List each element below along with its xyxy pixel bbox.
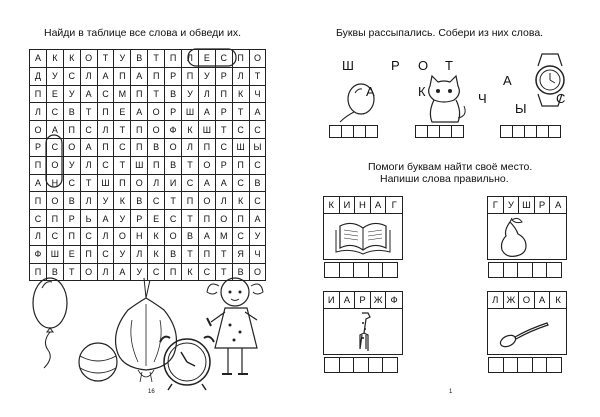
letter-cell: Н [355, 197, 371, 213]
grid-cell[interactable]: В [182, 227, 199, 245]
grid-cell[interactable]: У [182, 85, 199, 103]
grid-cell[interactable]: П [148, 156, 165, 174]
grid-cell[interactable]: П [198, 245, 215, 263]
grid-cell[interactable]: М [114, 85, 131, 103]
grid-cell[interactable]: О [46, 192, 63, 210]
grid-cell[interactable]: С [97, 85, 114, 103]
grid-cell[interactable]: О [63, 138, 80, 156]
letter-cell: А [371, 197, 387, 213]
grid-cell[interactable]: Л [182, 50, 199, 68]
grid-cell[interactable]: У [131, 263, 148, 281]
grid-cell[interactable]: О [198, 192, 215, 210]
answer-boxes-card-1[interactable] [325, 262, 398, 278]
grid-cell[interactable]: А [215, 174, 232, 192]
grid-cell[interactable]: С [80, 227, 97, 245]
letter: С [556, 91, 566, 106]
grid-cell[interactable]: В [165, 245, 182, 263]
grid-cell[interactable]: Р [215, 103, 232, 121]
word-card-1 [323, 196, 403, 260]
answer-boxes-card-3[interactable] [325, 357, 398, 373]
grid-cell[interactable]: Т [148, 50, 165, 68]
grid-cell[interactable]: У [114, 210, 131, 228]
grid-cell[interactable]: К [148, 245, 165, 263]
grid-cell[interactable]: С [114, 138, 131, 156]
grid-cell[interactable]: В [63, 192, 80, 210]
word-card-2 [487, 196, 567, 260]
grid-cell[interactable]: А [97, 67, 114, 85]
grid-cell[interactable]: А [114, 263, 131, 281]
letter-cell: К [555, 294, 561, 306]
grid-cell[interactable]: К [63, 50, 80, 68]
grid-cell[interactable]: И [165, 174, 182, 192]
grid-cell[interactable]: О [80, 263, 97, 281]
giraffe-icon [324, 309, 402, 355]
grid-cell[interactable]: А [249, 210, 266, 228]
letter-cell: А [340, 292, 356, 308]
grid-cell[interactable]: У [97, 192, 114, 210]
grid-cell[interactable]: Е [46, 85, 63, 103]
grid-cell[interactable]: Ы [249, 138, 266, 156]
grid-cell[interactable]: К [182, 121, 199, 139]
grid-cell[interactable]: С [30, 210, 47, 228]
grid-cell[interactable]: О [215, 210, 232, 228]
grid-cell[interactable]: Т [215, 263, 232, 281]
grid-cell[interactable]: В [165, 85, 182, 103]
grid-cell[interactable]: П [30, 263, 47, 281]
grid-cell[interactable]: Т [80, 174, 97, 192]
grid-cell[interactable]: О [30, 121, 47, 139]
grid-cell[interactable]: А [198, 227, 215, 245]
letter: Ы [515, 101, 527, 116]
grid-cell[interactable]: Ш [182, 103, 199, 121]
grid-cell[interactable]: П [182, 67, 199, 85]
letter-cell: Ж [371, 292, 387, 308]
grid-cell[interactable]: Л [182, 138, 199, 156]
grid-cell[interactable]: Т [182, 245, 199, 263]
grid-cell[interactable]: В [63, 103, 80, 121]
grid-cell[interactable]: С [232, 121, 249, 139]
grid-cell[interactable]: О [148, 103, 165, 121]
grid-cell[interactable]: П [97, 138, 114, 156]
grid-cell[interactable]: В [131, 192, 148, 210]
balloon-icon [340, 84, 374, 122]
grid-cell[interactable]: Ф [165, 121, 182, 139]
grid-cell[interactable]: Л [232, 67, 249, 85]
grid-cell[interactable]: Л [30, 103, 47, 121]
grid-cell[interactable]: П [131, 85, 148, 103]
grid-cell[interactable]: Р [30, 138, 47, 156]
grid-cell[interactable]: Р [215, 67, 232, 85]
letter: Ч [478, 91, 487, 106]
right-page-number: 1 [449, 389, 453, 395]
grid-cell[interactable]: Е [198, 50, 215, 68]
grid-cell[interactable]: О [46, 156, 63, 174]
grid-cell[interactable]: Т [215, 245, 232, 263]
letter: А [503, 73, 512, 88]
grid-cell[interactable]: Л [80, 67, 97, 85]
grid-cell[interactable]: В [232, 263, 249, 281]
grid-cell[interactable]: Т [114, 121, 131, 139]
grid-cell[interactable]: Л [80, 156, 97, 174]
pear-icon [488, 214, 566, 260]
letter-cell: Ф [390, 294, 398, 306]
grid-cell[interactable]: Н [131, 227, 148, 245]
grid-cell[interactable]: Т [165, 192, 182, 210]
grid-cell[interactable]: У [63, 85, 80, 103]
grid-cell[interactable]: Т [114, 156, 131, 174]
word-card-3 [323, 291, 403, 355]
grid-cell[interactable]: П [63, 121, 80, 139]
grid-cell[interactable]: Ш [46, 245, 63, 263]
grid-cell[interactable]: Л [97, 227, 114, 245]
grid-cell[interactable]: Ш [232, 138, 249, 156]
grid-cell[interactable]: П [114, 174, 131, 192]
grid-cell[interactable]: О [198, 156, 215, 174]
grid-cell[interactable]: П [97, 103, 114, 121]
grid-cell[interactable]: Р [131, 210, 148, 228]
grid-cell[interactable]: А [80, 138, 97, 156]
cat-icon [429, 76, 465, 122]
grid-cell[interactable]: П [232, 210, 249, 228]
letter-cell: Л [488, 292, 504, 308]
scrambled-letters [324, 292, 402, 309]
grid-cell[interactable]: Т [182, 210, 199, 228]
grid-cell[interactable]: А [30, 174, 47, 192]
grid-cell[interactable]: П [30, 85, 47, 103]
letter: Т [445, 58, 453, 73]
grid-cell[interactable]: Н [46, 174, 63, 192]
grid-cell[interactable]: Л [148, 174, 165, 192]
letter-cell: У [504, 197, 520, 213]
grid-cell[interactable]: Т [148, 85, 165, 103]
grid-cell[interactable]: В [148, 138, 165, 156]
letter: Ш [342, 58, 354, 73]
grid-cell[interactable]: П [63, 227, 80, 245]
grid-cell[interactable]: С [63, 67, 80, 85]
grid-cell[interactable]: С [215, 138, 232, 156]
letter-cell: И [324, 292, 340, 308]
grid-cell[interactable]: К [182, 263, 199, 281]
grid-cell[interactable]: Е [63, 245, 80, 263]
letter: А [366, 84, 375, 99]
grid-cell[interactable]: О [249, 50, 266, 68]
right-instruction-2a: Помоги буквам найти своё место. [368, 161, 533, 173]
grid-cell[interactable]: П [165, 50, 182, 68]
answer-boxes-3[interactable] [501, 125, 561, 138]
grid-cell[interactable]: Т [215, 121, 232, 139]
grid-cell[interactable]: В [46, 263, 63, 281]
grid-cell[interactable]: А [80, 85, 97, 103]
right-instruction-2b: Напиши слова правильно. [380, 173, 509, 185]
grid-cell[interactable]: Л [198, 85, 215, 103]
grid-cell[interactable]: Р [165, 103, 182, 121]
grid-cell[interactable]: О [114, 227, 131, 245]
grid-cell[interactable]: С [232, 227, 249, 245]
grid-cell[interactable]: П [148, 67, 165, 85]
grid-cell[interactable]: Е [148, 210, 165, 228]
grid-cell[interactable]: С [232, 174, 249, 192]
grid-cell[interactable]: С [46, 227, 63, 245]
grid-cell[interactable]: Р [215, 156, 232, 174]
grid-cell[interactable]: П [198, 138, 215, 156]
grid-cell[interactable]: С [46, 138, 63, 156]
grid-cell[interactable]: Т [80, 103, 97, 121]
grid-cell[interactable]: П [215, 85, 232, 103]
grid-cell[interactable]: В [249, 174, 266, 192]
grid-cell[interactable]: С [165, 210, 182, 228]
grid-cell[interactable]: Т [249, 67, 266, 85]
grid-cell[interactable]: С [97, 245, 114, 263]
grid-cell[interactable]: Р [165, 67, 182, 85]
left-page-number: 16 [148, 389, 155, 395]
grid-cell[interactable]: О [165, 227, 182, 245]
scrambled-letters [488, 197, 566, 214]
letter-cell: Ш [519, 197, 535, 213]
grid-cell[interactable]: А [198, 103, 215, 121]
grid-cell[interactable]: У [249, 227, 266, 245]
letter-cell: Р [535, 197, 551, 213]
grid-cell[interactable]: О [249, 263, 266, 281]
grid-cell[interactable]: У [63, 156, 80, 174]
grid-cell[interactable]: С [182, 174, 199, 192]
grid-cell[interactable]: У [198, 67, 215, 85]
spoon-icon [488, 309, 566, 355]
grid-cell[interactable]: П [131, 121, 148, 139]
grid-cell[interactable]: С [80, 121, 97, 139]
grid-cell[interactable]: П [198, 210, 215, 228]
grid-cell[interactable]: С [97, 156, 114, 174]
grid-cell[interactable]: О [165, 138, 182, 156]
letter: К [418, 84, 426, 99]
grid-cell[interactable]: Ч [249, 85, 266, 103]
grid-cell[interactable]: Л [97, 263, 114, 281]
grid-cell[interactable]: С [215, 50, 232, 68]
grid-cell[interactable]: С [249, 121, 266, 139]
grid-cell[interactable]: Л [80, 192, 97, 210]
answer-boxes-1[interactable] [330, 125, 378, 138]
grid-cell[interactable]: Т [182, 156, 199, 174]
grid-cell[interactable]: Ш [97, 174, 114, 192]
grid-cell[interactable]: Ь [80, 210, 97, 228]
grid-cell[interactable]: О [148, 121, 165, 139]
grid-cell[interactable]: Е [114, 103, 131, 121]
grid-cell[interactable]: С [249, 192, 266, 210]
grid-cell[interactable]: Т [63, 263, 80, 281]
answer-boxes-2[interactable] [416, 125, 464, 138]
grid-cell[interactable]: М [215, 227, 232, 245]
grid-cell[interactable]: В [165, 156, 182, 174]
grid-cell[interactable]: А [249, 103, 266, 121]
grid-cell[interactable]: П [46, 210, 63, 228]
grid-cell[interactable]: Т [232, 103, 249, 121]
grid-cell[interactable]: Я [232, 245, 249, 263]
grid-cell[interactable]: С [46, 103, 63, 121]
answer-boxes-card-4[interactable] [489, 357, 562, 373]
word-card-4 [487, 291, 567, 355]
scrambled-letters [324, 197, 402, 214]
grid-cell[interactable]: П [30, 156, 47, 174]
grid-cell[interactable]: А [131, 103, 148, 121]
grid-cell[interactable]: С [198, 263, 215, 281]
grid-cell[interactable]: К [148, 227, 165, 245]
left-instruction: Найди в таблице все слова и обведи их. [44, 27, 242, 39]
grid-cell[interactable]: У [114, 50, 131, 68]
grid-cell[interactable]: П [114, 67, 131, 85]
grid-cell[interactable]: Р [63, 210, 80, 228]
grid-cell[interactable]: К [114, 192, 131, 210]
right-instruction-1: Буквы рассыпались. Собери из них слова. [336, 27, 544, 39]
grid-cell[interactable]: А [131, 67, 148, 85]
grid-cell[interactable]: К [46, 50, 63, 68]
grid-cell[interactable]: Ш [131, 156, 148, 174]
grid-cell[interactable]: Л [215, 192, 232, 210]
grid-cell[interactable]: Ч [249, 245, 266, 263]
grid-cell[interactable]: О [131, 174, 148, 192]
grid-cell[interactable]: К [232, 85, 249, 103]
grid-cell[interactable]: У [114, 245, 131, 263]
book-icon [324, 214, 402, 260]
grid-cell[interactable]: П [232, 156, 249, 174]
grid-cell[interactable]: П [80, 245, 97, 263]
letter-cell: О [519, 292, 535, 308]
grid-cell[interactable]: П [182, 192, 199, 210]
letter-cell: А [535, 292, 551, 308]
grid-cell[interactable]: А [198, 174, 215, 192]
grid-cell[interactable]: С [249, 156, 266, 174]
grid-cell[interactable]: С [63, 174, 80, 192]
grid-cell[interactable]: Т [97, 50, 114, 68]
letter-cell: А [555, 199, 562, 211]
grid-cell[interactable]: О [80, 50, 97, 68]
grid-cell[interactable]: У [46, 67, 63, 85]
grid-cell[interactable]: Д [30, 67, 47, 85]
grid-cell[interactable]: П [165, 263, 182, 281]
letter-cell: Р [355, 292, 371, 308]
grid-cell[interactable]: Л [97, 121, 114, 139]
grid-cell[interactable]: Ш [198, 121, 215, 139]
letter: Р [391, 58, 400, 73]
grid-cell[interactable]: В [131, 50, 148, 68]
scrambled-letters [488, 292, 566, 309]
answer-boxes-card-2[interactable] [489, 262, 562, 278]
grid-cell[interactable]: К [232, 192, 249, 210]
letter-cell: И [340, 197, 356, 213]
grid-cell[interactable]: А [97, 210, 114, 228]
grid-cell[interactable]: С [148, 263, 165, 281]
grid-cell[interactable]: С [148, 192, 165, 210]
letter-cell: Г [391, 199, 397, 211]
grid-cell[interactable]: П [131, 138, 148, 156]
letter-cell: Г [488, 197, 504, 213]
grid-cell[interactable]: П [232, 50, 249, 68]
grid-cell[interactable]: Л [30, 227, 47, 245]
grid-cell[interactable]: Ф [30, 245, 47, 263]
letter: О [418, 58, 429, 73]
wristwatch-icon [536, 54, 564, 106]
grid-cell[interactable]: А [30, 50, 47, 68]
grid-cell[interactable]: П [30, 192, 47, 210]
letter-cell: Ж [504, 292, 520, 308]
letter-cell: К [324, 197, 340, 213]
grid-cell[interactable]: А [46, 121, 63, 139]
grid-cell[interactable]: Л [131, 245, 148, 263]
